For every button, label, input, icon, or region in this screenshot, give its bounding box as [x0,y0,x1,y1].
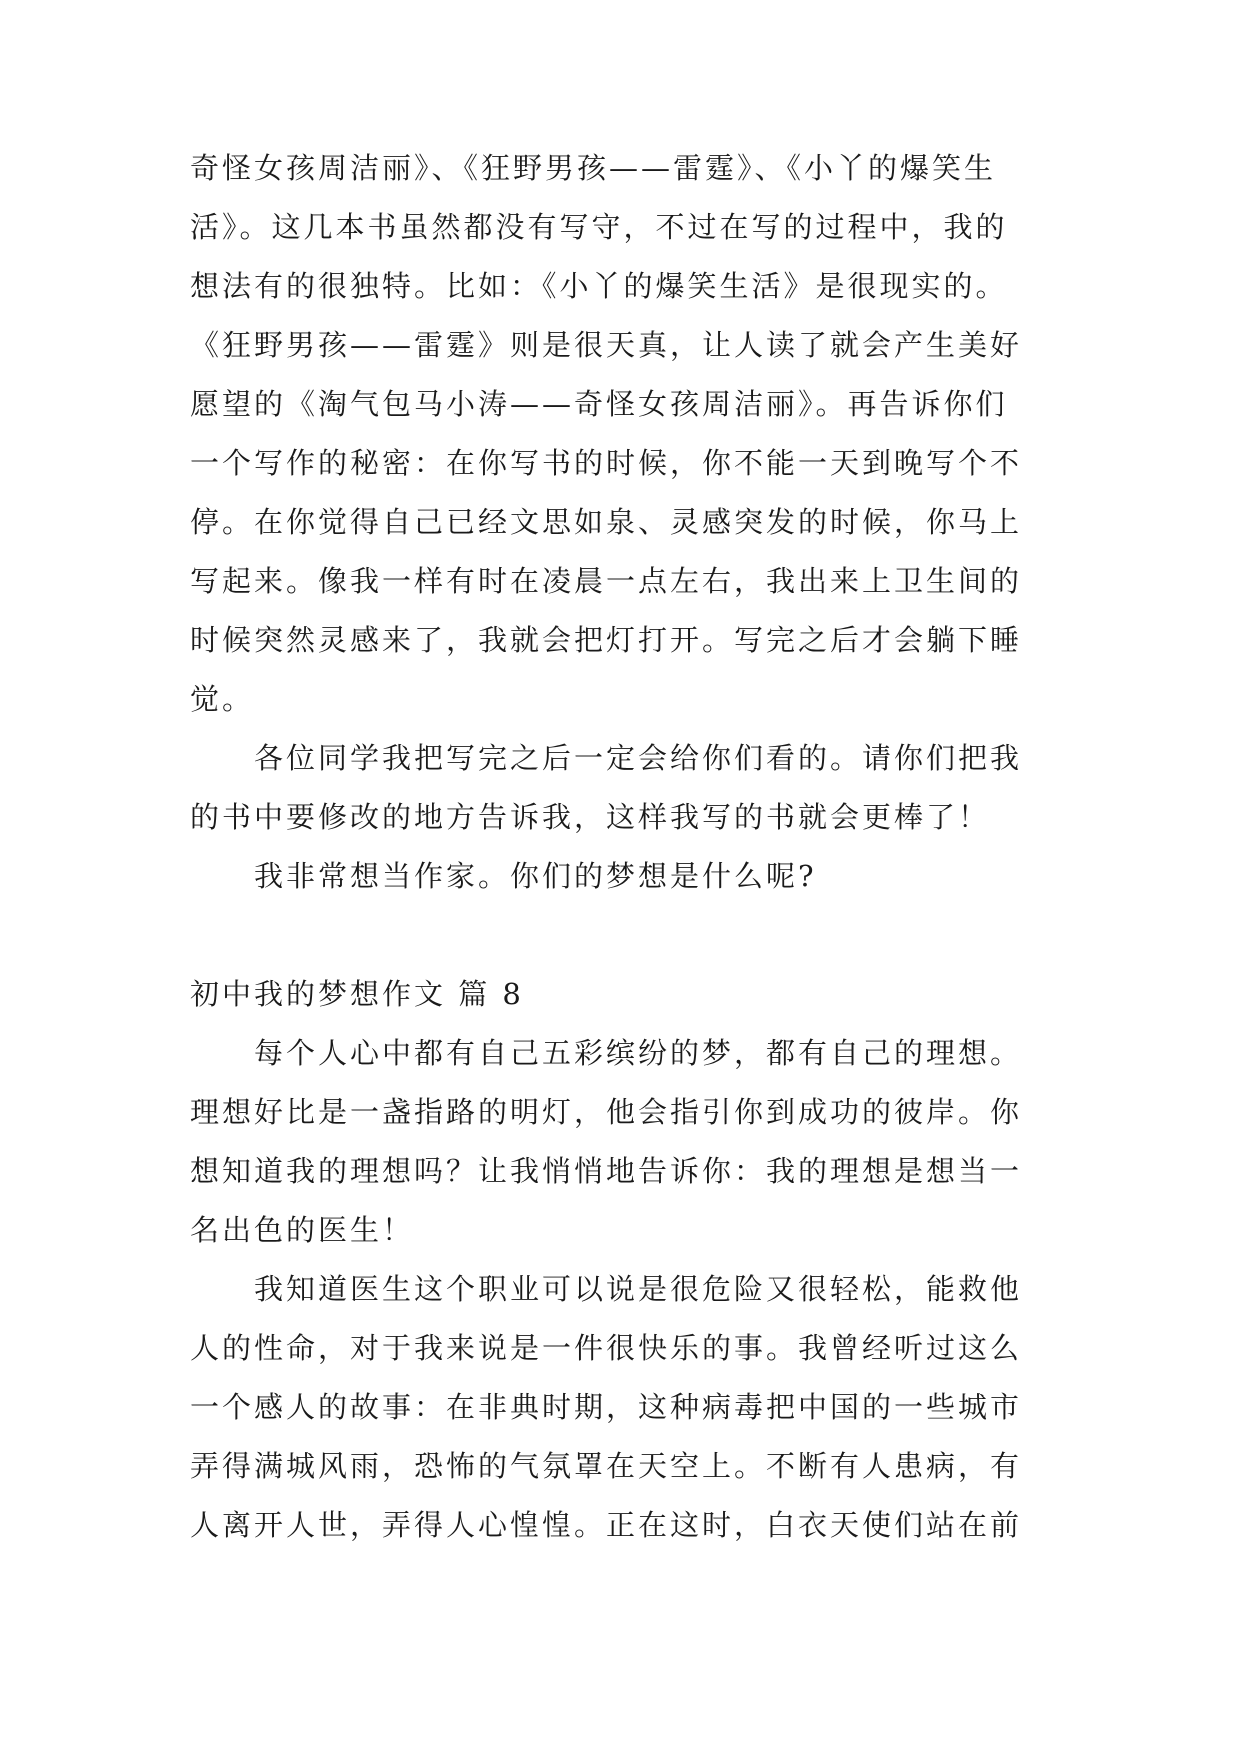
paragraph-line: 《狂野男孩——雷霆》则是很天真，让人读了就会产生美好 [190,328,1023,362]
paragraph-line: 每个人心中都有自己五彩缤纷的梦，都有自己的理想。 [254,1036,1023,1070]
paragraph-line: 一个感人的故事：在非典时期，这种病毒把中国的一些城市 [190,1390,1023,1424]
paragraph-line: 时候突然灵感来了，我就会把灯打开。写完之后才会躺下睡 [190,623,1023,657]
paragraph-line: 停。在你觉得自己已经文思如泉、灵感突发的时候，你马上 [190,505,1023,539]
paragraph-line: 各位同学我把写完之后一定会给你们看的。请你们把我 [254,741,1023,775]
paragraph-line: 写起来。像我一样有时在凌晨一点左右，我出来上卫生间的 [190,564,1023,598]
paragraph-line: 弄得满城风雨，恐怖的气氛罩在天空上。不断有人患病，有 [190,1449,1023,1483]
paragraph-line: 奇怪女孩周洁丽》、《狂野男孩——雷霆》、《小丫的爆笑生 [190,151,997,185]
paragraph-line: 觉。 [190,682,255,716]
paragraph-line: 的书中要修改的地方告诉我，这样我写的书就会更棒了！ [190,800,991,834]
paragraph-line: 愿望的《淘气包马小涛——奇怪女孩周洁丽》。再告诉你们 [190,387,1008,421]
paragraph-line: 人的性命，对于我来说是一件很快乐的事。我曾经听过这么 [190,1331,1023,1365]
paragraph-line: 名出色的医生！ [190,1213,415,1247]
paragraph-line: 我知道医生这个职业可以说是很危险又很轻松，能救他 [254,1272,1023,1306]
paragraph-line: 我非常想当作家。你们的梦想是什么呢? [254,859,817,893]
paragraph-line: 想法有的很独特。比如：《小丫的爆笑生活》是很现实的。 [190,269,1008,303]
section-title: 初中我的梦想作文 篇 8 [190,977,524,1011]
paragraph-line: 人离开人世，弄得人心惶惶。正在这时，白衣天使们站在前 [190,1508,1023,1542]
paragraph-line: 活》。这几本书虽然都没有写守，不过在写的过程中，我的 [190,210,1008,244]
paragraph-line: 理想好比是一盏指路的明灯，他会指引你到成功的彼岸。你 [190,1095,1023,1129]
paragraph-line: 想知道我的理想吗？让我悄悄地告诉你：我的理想是想当一 [190,1154,1023,1188]
paragraph-line: 一个写作的秘密：在你写书的时候，你不能一天到晚写个不 [190,446,1023,480]
